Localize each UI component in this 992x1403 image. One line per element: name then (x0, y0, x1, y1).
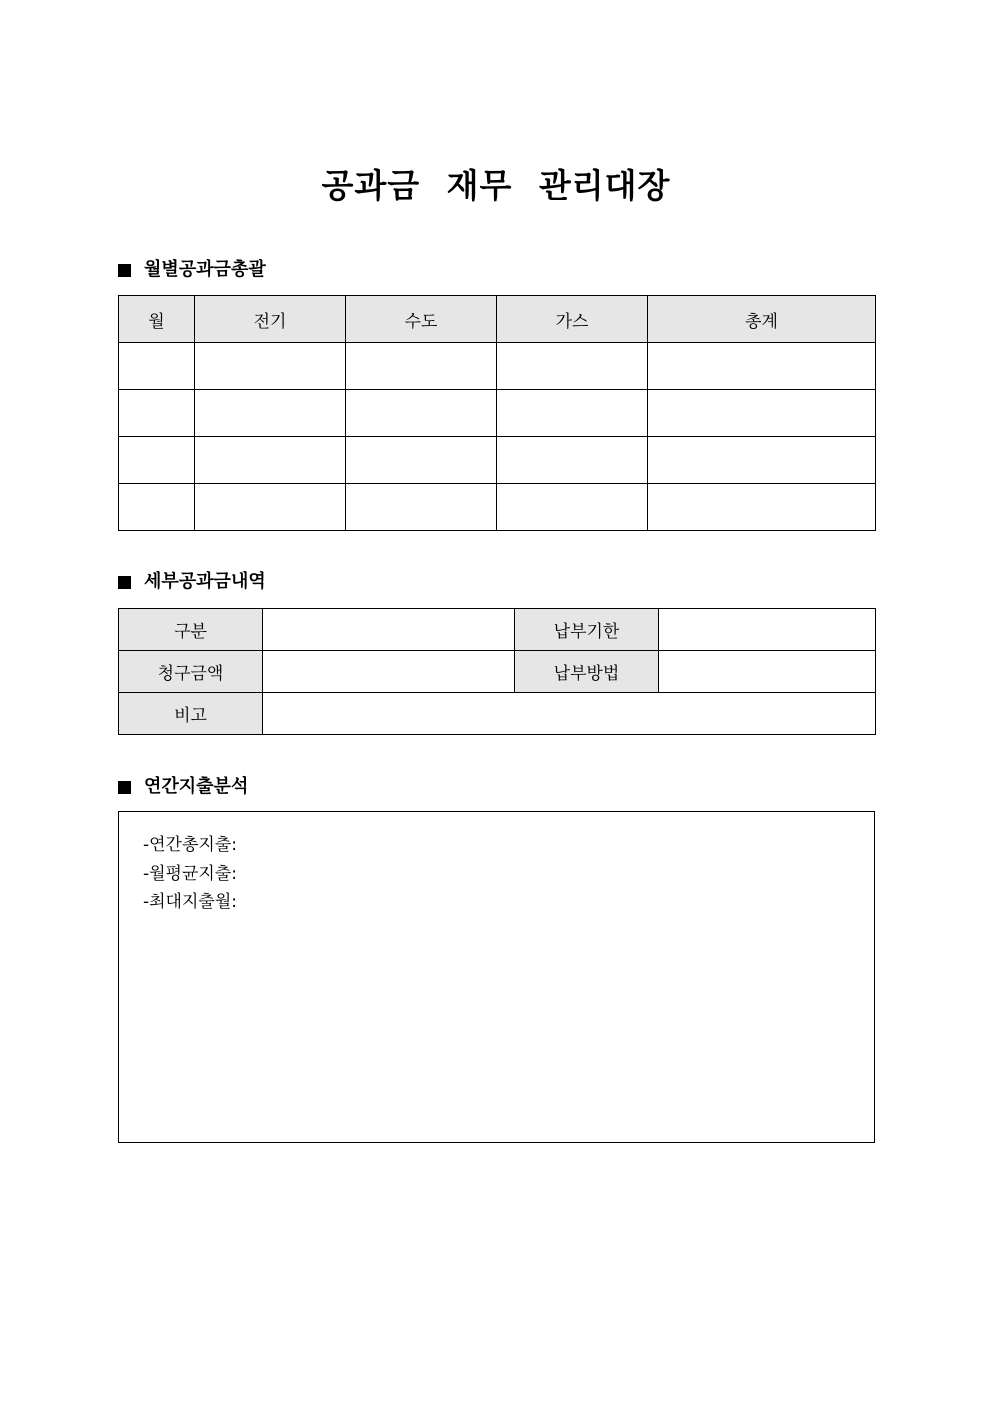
cell-electricity[interactable] (195, 390, 346, 437)
table-row (119, 484, 876, 531)
cell-total[interactable] (648, 390, 876, 437)
billed-amount-value-field[interactable] (263, 651, 515, 693)
table-row (119, 343, 876, 390)
table-row (119, 651, 876, 693)
cell-gas[interactable] (497, 437, 648, 484)
square-bullet-icon (118, 264, 131, 277)
cell-water[interactable] (346, 390, 497, 437)
cell-month[interactable] (119, 390, 195, 437)
cell-water[interactable] (346, 437, 497, 484)
square-bullet-icon (118, 781, 131, 794)
cell-month[interactable] (119, 484, 195, 531)
remarks-label: 비고 (119, 693, 263, 735)
category-value-field[interactable] (263, 609, 515, 651)
column-header-electricity: 전기 (195, 296, 346, 343)
cell-month[interactable] (119, 343, 195, 390)
table-row (119, 437, 876, 484)
due-date-label: 납부기한 (515, 609, 659, 651)
cell-month[interactable] (119, 437, 195, 484)
cell-gas[interactable] (497, 343, 648, 390)
peak-month-line: -최대지출월: (143, 892, 237, 912)
cell-water[interactable] (346, 343, 497, 390)
table-row (119, 609, 876, 651)
cell-total[interactable] (648, 484, 876, 531)
analysis-section-heading (118, 775, 248, 799)
detail-section-title: 세부공과금내역 (144, 571, 266, 592)
category-label: 구분 (119, 609, 263, 651)
summary-section-heading (118, 258, 266, 282)
cell-total[interactable] (648, 437, 876, 484)
cell-water[interactable] (346, 484, 497, 531)
cell-gas[interactable] (497, 484, 648, 531)
table-row (119, 693, 876, 735)
monthly-average-line: -월평균지출: (143, 864, 237, 884)
cell-electricity[interactable] (195, 484, 346, 531)
table-header-row (119, 296, 876, 343)
cell-electricity[interactable] (195, 437, 346, 484)
billed-amount-label: 청구금액 (119, 651, 263, 693)
analysis-section-title: 연간지출분석 (144, 776, 249, 797)
cell-electricity[interactable] (195, 343, 346, 390)
cell-total[interactable] (648, 343, 876, 390)
column-header-gas: 가스 (497, 296, 648, 343)
due-date-value-field[interactable] (659, 609, 876, 651)
remarks-value-field[interactable] (263, 693, 876, 735)
column-header-month: 월 (119, 296, 195, 343)
annual-analysis-box[interactable] (118, 811, 875, 1143)
square-bullet-icon (118, 576, 131, 589)
monthly-summary-table (118, 295, 876, 531)
document-title: 공과금 재무 관리대장 (321, 166, 671, 205)
utility-detail-table (118, 608, 876, 735)
column-header-water: 수도 (346, 296, 497, 343)
payment-method-label: 납부방법 (515, 651, 659, 693)
cell-gas[interactable] (497, 390, 648, 437)
annual-total-line: -연간총지출: (143, 835, 237, 855)
detail-section-heading (118, 570, 266, 594)
table-row (119, 390, 876, 437)
column-header-total: 총계 (648, 296, 876, 343)
summary-section-title: 월별공과금총괄 (144, 259, 266, 280)
payment-method-value-field[interactable] (659, 651, 876, 693)
